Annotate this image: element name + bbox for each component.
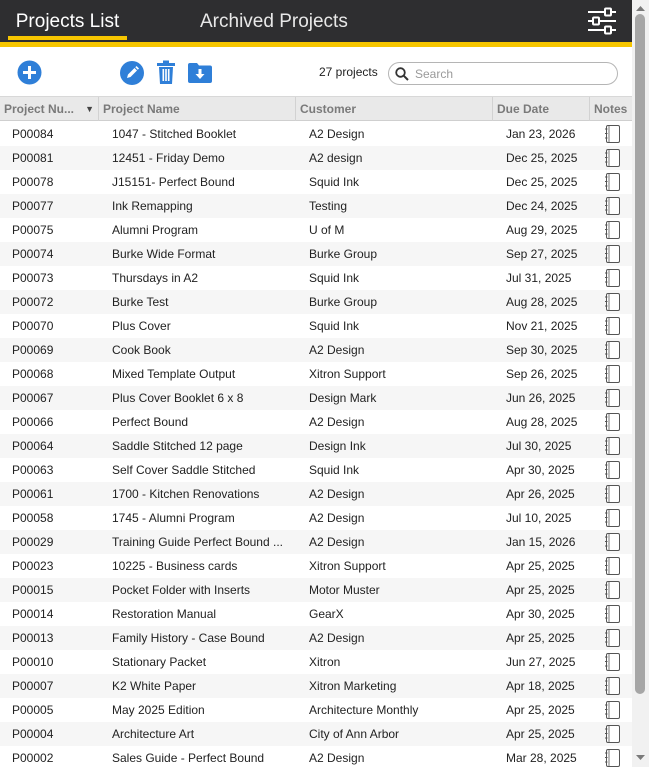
column-header-notes[interactable] (590, 97, 632, 121)
table-row[interactable] (0, 506, 632, 530)
table-row[interactable] (0, 650, 632, 674)
sliders-icon (586, 6, 618, 36)
table-row[interactable] (0, 122, 632, 146)
customer-cell: City of Ann Arbor (309, 727, 400, 741)
table-row[interactable] (0, 194, 632, 218)
table-row[interactable] (0, 554, 632, 578)
table-row[interactable] (0, 578, 632, 602)
customer-cell: A2 Design (309, 415, 365, 429)
project-name-cell: J15151- Perfect Bound (112, 175, 235, 189)
project-name-cell: 1745 - Alumni Program (112, 511, 235, 525)
projects-table-body (0, 122, 632, 767)
due-date-cell: Aug 28, 2025 (506, 415, 578, 429)
customer-cell: A2 Design (309, 343, 365, 357)
project-number-cell: P00066 (12, 415, 54, 429)
due-date-cell: Jul 10, 2025 (506, 511, 572, 525)
due-date-cell: Apr 25, 2025 (506, 583, 575, 597)
customer-cell: Squid Ink (309, 319, 360, 333)
column-header-due-date-label: Due Date (497, 102, 550, 116)
project-name-cell: Self Cover Saddle Stitched (112, 463, 256, 477)
project-number-cell: P00081 (12, 151, 54, 165)
top-bar (0, 0, 632, 42)
project-name-cell: Mixed Template Output (112, 367, 236, 381)
table-header (0, 96, 632, 121)
notes-icon[interactable] (604, 605, 621, 623)
add-project-button[interactable] (17, 60, 42, 85)
notes-icon[interactable] (604, 437, 621, 455)
project-number-cell: P00075 (12, 223, 54, 237)
customer-cell: Testing (309, 199, 348, 213)
project-number-cell: P00058 (12, 511, 54, 525)
tab-projects-list[interactable] (8, 0, 127, 42)
customer-cell: Xitron Support (309, 559, 386, 573)
project-number-cell: P00077 (12, 199, 54, 213)
project-number-cell: P00023 (12, 559, 54, 573)
customer-cell: Xitron Support (309, 367, 386, 381)
table-row[interactable] (0, 386, 632, 410)
project-number-cell: P00013 (12, 631, 54, 645)
project-name-cell: Training Guide Perfect Bound ... (112, 535, 283, 549)
project-number-cell: P00078 (12, 175, 54, 189)
due-date-cell: Apr 25, 2025 (506, 559, 575, 573)
table-row[interactable] (0, 338, 632, 362)
customer-cell: U of M (309, 223, 345, 237)
due-date-cell: Apr 18, 2025 (506, 679, 575, 693)
filter-settings-button[interactable] (586, 6, 618, 36)
notes-icon[interactable] (604, 173, 621, 191)
table-row[interactable] (0, 362, 632, 386)
notes-icon[interactable] (604, 581, 621, 599)
project-name-cell: Architecture Art (112, 727, 195, 741)
customer-cell: A2 Design (309, 751, 365, 765)
project-name-cell: Ink Remapping (112, 199, 193, 213)
project-number-cell: P00061 (12, 487, 54, 501)
column-header-project-name[interactable] (99, 97, 296, 121)
notes-icon[interactable] (604, 485, 621, 503)
notes-icon[interactable] (604, 653, 621, 671)
scroll-down-arrow-icon[interactable] (632, 752, 649, 764)
project-number-cell: P00002 (12, 751, 54, 765)
tab-archived-projects[interactable] (200, 0, 348, 42)
customer-cell: A2 Design (309, 535, 365, 549)
table-row[interactable] (0, 146, 632, 170)
notes-icon[interactable] (604, 701, 621, 719)
due-date-cell: Jul 31, 2025 (506, 271, 572, 285)
due-date-cell: Sep 30, 2025 (506, 343, 578, 357)
column-header-project-number-label: Project Nu... (4, 102, 75, 116)
sort-descending-icon: ▼ (85, 104, 94, 114)
notes-icon[interactable] (604, 149, 621, 167)
project-name-cell: Plus Cover Booklet 6 x 8 (112, 391, 244, 405)
customer-cell: Squid Ink (309, 271, 360, 285)
project-name-cell: May 2025 Edition (112, 703, 205, 717)
table-row[interactable] (0, 266, 632, 290)
notes-icon[interactable] (604, 629, 621, 647)
customer-cell: Squid Ink (309, 175, 360, 189)
due-date-cell: Apr 25, 2025 (506, 631, 575, 645)
vertical-scrollbar[interactable] (632, 0, 649, 767)
project-number-cell: P00067 (12, 391, 54, 405)
toolbar (0, 47, 632, 96)
column-header-notes-label: Notes (594, 102, 628, 116)
due-date-cell: Nov 21, 2025 (506, 319, 578, 333)
table-row[interactable] (0, 746, 632, 767)
scrollbar-thumb[interactable] (635, 14, 645, 694)
customer-cell: Architecture Monthly (309, 703, 419, 717)
column-header-customer[interactable] (296, 97, 493, 121)
customer-cell: Xitron (309, 655, 341, 669)
table-row[interactable] (0, 458, 632, 482)
due-date-cell: Aug 28, 2025 (506, 295, 578, 309)
archive-project-button[interactable] (188, 62, 212, 83)
notes-icon[interactable] (604, 341, 621, 359)
customer-cell: Motor Muster (309, 583, 380, 597)
customer-cell: A2 design (309, 151, 363, 165)
search-icon (395, 67, 409, 81)
project-number-cell: P00070 (12, 319, 54, 333)
project-name-cell: Cook Book (112, 343, 171, 357)
table-row[interactable] (0, 674, 632, 698)
notes-icon[interactable] (604, 461, 621, 479)
table-row[interactable] (0, 698, 632, 722)
due-date-cell: Dec 25, 2025 (506, 151, 578, 165)
folder-download-icon (188, 62, 212, 83)
edit-project-button[interactable] (120, 61, 144, 85)
notes-icon[interactable] (604, 125, 621, 143)
table-row[interactable] (0, 626, 632, 650)
table-row[interactable] (0, 410, 632, 434)
pencil-icon (120, 61, 144, 85)
notes-icon[interactable] (604, 221, 621, 239)
due-date-cell: Sep 26, 2025 (506, 367, 578, 381)
customer-cell: Burke Group (309, 295, 378, 309)
column-header-project-name-label: Project Name (103, 102, 180, 116)
project-name-cell: Restoration Manual (112, 607, 217, 621)
customer-cell: A2 Design (309, 631, 365, 645)
project-name-cell: Perfect Bound (112, 415, 189, 429)
table-row[interactable] (0, 242, 632, 266)
project-name-cell: Burke Test (112, 295, 169, 309)
due-date-cell: Jan 15, 2026 (506, 535, 576, 549)
tab-archived-projects-label: Archived Projects (200, 11, 348, 32)
notes-icon[interactable] (604, 197, 621, 215)
notes-icon[interactable] (604, 269, 621, 287)
project-number-cell: P00015 (12, 583, 54, 597)
project-name-cell: Family History - Case Bound (112, 631, 265, 645)
active-tab-indicator (8, 36, 127, 40)
delete-project-button[interactable] (156, 60, 176, 85)
notes-icon[interactable] (604, 533, 621, 551)
project-number-cell: P00069 (12, 343, 54, 357)
table-row[interactable] (0, 314, 632, 338)
trash-icon (156, 60, 176, 85)
project-number-cell: P00063 (12, 463, 54, 477)
project-name-cell: Plus Cover (112, 319, 171, 333)
project-name-cell: 1047 - Stitched Booklet (112, 127, 237, 141)
customer-cell: Design Ink (309, 439, 366, 453)
project-number-cell: P00064 (12, 439, 54, 453)
due-date-cell: Dec 24, 2025 (506, 199, 578, 213)
customer-cell: Design Mark (309, 391, 377, 405)
table-row[interactable] (0, 218, 632, 242)
due-date-cell: Jun 26, 2025 (506, 391, 576, 405)
table-row[interactable] (0, 602, 632, 626)
table-row[interactable] (0, 290, 632, 314)
due-date-cell: Aug 29, 2025 (506, 223, 578, 237)
project-count: 27 projects (319, 65, 378, 79)
project-number-cell: P00073 (12, 271, 54, 285)
project-number-cell: P00072 (12, 295, 54, 309)
due-date-cell: Apr 26, 2025 (506, 487, 575, 501)
column-header-due-date[interactable] (493, 97, 590, 121)
notes-icon[interactable] (604, 557, 621, 575)
tab-projects-list-label: Projects List (15, 11, 120, 32)
notes-icon[interactable] (604, 413, 621, 431)
project-number-cell: P00074 (12, 247, 54, 261)
due-date-cell: Jun 27, 2025 (506, 655, 576, 669)
project-name-cell: Thursdays in A2 (112, 271, 199, 285)
notes-icon[interactable] (604, 509, 621, 527)
project-name-cell: Pocket Folder with Inserts (112, 583, 251, 597)
project-number-cell: P00010 (12, 655, 54, 669)
due-date-cell: Apr 25, 2025 (506, 727, 575, 741)
table-row[interactable] (0, 722, 632, 746)
due-date-cell: Jan 23, 2026 (506, 127, 576, 141)
plus-circle-icon (17, 60, 42, 85)
column-header-project-number[interactable] (0, 97, 99, 121)
table-row[interactable] (0, 530, 632, 554)
due-date-cell: Jul 30, 2025 (506, 439, 572, 453)
project-name-cell: 12451 - Friday Demo (112, 151, 225, 165)
project-number-cell: P00084 (12, 127, 54, 141)
due-date-cell: Mar 28, 2025 (506, 751, 577, 765)
customer-cell: Squid Ink (309, 463, 360, 477)
notes-icon[interactable] (604, 293, 621, 311)
table-row[interactable] (0, 482, 632, 506)
notes-icon[interactable] (604, 365, 621, 383)
notes-icon[interactable] (604, 749, 621, 767)
due-date-cell: Dec 25, 2025 (506, 175, 578, 189)
project-number-cell: P00007 (12, 679, 54, 693)
project-name-cell: 10225 - Business cards (112, 559, 238, 573)
customer-cell: A2 Design (309, 511, 365, 525)
due-date-cell: Apr 25, 2025 (506, 703, 575, 717)
due-date-cell: Sep 27, 2025 (506, 247, 578, 261)
project-number-cell: P00014 (12, 607, 54, 621)
project-name-cell: Sales Guide - Perfect Bound (112, 751, 265, 765)
notes-icon[interactable] (604, 389, 621, 407)
search-box[interactable] (388, 62, 618, 85)
customer-cell: A2 Design (309, 127, 365, 141)
column-header-customer-label: Customer (300, 102, 357, 116)
project-number-cell: P00004 (12, 727, 54, 741)
search-input[interactable] (415, 65, 610, 82)
notes-icon[interactable] (604, 245, 621, 263)
project-name-cell: Alumni Program (112, 223, 199, 237)
customer-cell: A2 Design (309, 487, 365, 501)
scroll-up-arrow-icon[interactable] (632, 2, 649, 14)
customer-cell: GearX (309, 607, 344, 621)
notes-icon[interactable] (604, 677, 621, 695)
project-number-cell: P00068 (12, 367, 54, 381)
project-number-cell: P00005 (12, 703, 54, 717)
project-name-cell: 1700 - Kitchen Renovations (112, 487, 260, 501)
project-name-cell: Saddle Stitched 12 page (112, 439, 243, 453)
project-name-cell: Stationary Packet (112, 655, 207, 669)
customer-cell: Xitron Marketing (309, 679, 397, 693)
notes-icon[interactable] (604, 317, 621, 335)
project-number-cell: P00029 (12, 535, 54, 549)
notes-icon[interactable] (604, 725, 621, 743)
project-name-cell: Burke Wide Format (112, 247, 216, 261)
project-name-cell: K2 White Paper (112, 679, 197, 693)
customer-cell: Burke Group (309, 247, 378, 261)
table-row[interactable] (0, 434, 632, 458)
due-date-cell: Apr 30, 2025 (506, 463, 575, 477)
table-row[interactable] (0, 170, 632, 194)
due-date-cell: Apr 30, 2025 (506, 607, 575, 621)
